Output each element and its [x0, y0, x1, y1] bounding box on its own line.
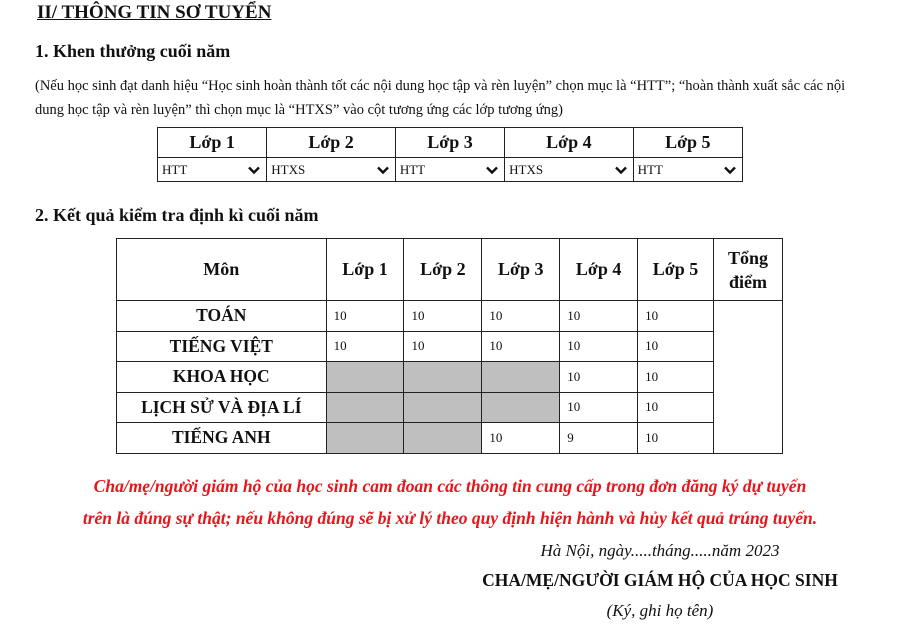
table-row [117, 301, 783, 332]
signature-title: CHA/MẸ/NGƯỜI GIÁM HỘ CỦA HỌC SINH [482, 570, 838, 590]
award-select-value: HTT [162, 161, 188, 177]
awards-instructions: (Nếu học sinh đạt danh hiệu “Học sinh hoàn thành tốt các nội dung học tập và rèn luyện” chọn mục là “HTT”; “hoàn thành xuất sắc các nội dung học tập và rèn luyện” thì chọn mục là “HTXS” vào cột tương ứng các lớp tương ứng) [35, 78, 846, 118]
disabled-cell [404, 362, 482, 393]
col-lop2: Lớp 2 [404, 239, 482, 301]
award-select-value: HTXS [271, 161, 306, 177]
awards-col-lop1: Lớp 1 [158, 128, 267, 158]
awards-cell-lop2 [267, 158, 396, 182]
awards-col-lop3: Lớp 3 [395, 128, 504, 158]
disabled-cell [326, 362, 404, 393]
disabled-cell [326, 392, 404, 423]
declaration-text [30, 470, 870, 534]
scores-table [116, 238, 783, 454]
score-input[interactable]: 10 [638, 362, 714, 393]
awards-cell-lop3 [395, 158, 504, 182]
award-select-lop5[interactable] [634, 158, 742, 181]
subject-cell: TIẾNG VIỆT [117, 331, 327, 362]
score-input[interactable]: 10 [638, 301, 714, 332]
disabled-cell [404, 423, 482, 454]
score-input[interactable]: 10 [638, 423, 714, 454]
declaration-line-1: Cha/mẹ/người giám hộ của học sinh cam đoan các thông tin cung cấp trong đơn đăng ký dự tuyển [93, 476, 807, 496]
disabled-cell [482, 362, 560, 393]
signature-note: (Ký, ghi họ tên) [606, 601, 714, 620]
subject-cell: LỊCH SỬ VÀ ĐỊA LÍ [117, 392, 327, 423]
awards-col-lop5: Lớp 5 [633, 128, 742, 158]
award-select-lop3[interactable] [396, 158, 504, 181]
disabled-cell [404, 392, 482, 423]
total-score-cell [713, 301, 782, 454]
score-input[interactable]: 10 [404, 331, 482, 362]
section-title: II/ THÔNG TIN SƠ TUYỂN [37, 2, 272, 23]
table-row [117, 423, 783, 454]
chevron-down-icon [723, 165, 737, 175]
score-input[interactable]: 10 [560, 392, 638, 423]
col-total: Tổng điểm [713, 239, 782, 301]
col-subject: Môn [117, 239, 327, 301]
score-input[interactable]: 9 [560, 423, 638, 454]
score-input[interactable]: 10 [560, 362, 638, 393]
awards-cell-lop1 [158, 158, 267, 182]
award-select-value: HTT [637, 161, 663, 177]
award-select-lop4[interactable] [505, 158, 633, 181]
awards-col-lop4: Lớp 4 [505, 128, 634, 158]
scores-header-row [117, 239, 783, 301]
disabled-cell [326, 423, 404, 454]
declaration-line-2: trên là đúng sự thật; nếu không đúng sẽ bị xử lý theo quy định hiện hành và hủy kết quả trúng tuyển. [82, 508, 818, 528]
awards-header-row [158, 128, 743, 158]
awards-cell-lop4 [505, 158, 634, 182]
col-lop4: Lớp 4 [560, 239, 638, 301]
col-lop3: Lớp 3 [482, 239, 560, 301]
scores-heading: 2. Kết quả kiểm tra định kì cuối năm [35, 205, 319, 225]
score-input[interactable]: 10 [482, 301, 560, 332]
score-input[interactable]: 10 [326, 301, 404, 332]
score-input[interactable]: 10 [482, 423, 560, 454]
awards-heading: 1. Khen thưởng cuối năm [35, 41, 231, 61]
table-row [117, 331, 783, 362]
signature-date: Hà Nội, ngày.....tháng.....năm 2023 [540, 541, 780, 560]
chevron-down-icon [247, 165, 261, 175]
awards-col-lop2: Lớp 2 [267, 128, 396, 158]
score-input[interactable]: 10 [638, 331, 714, 362]
awards-select-row [158, 158, 743, 182]
awards-cell-lop5 [633, 158, 742, 182]
col-lop1: Lớp 1 [326, 239, 404, 301]
score-input[interactable]: 10 [560, 331, 638, 362]
score-input[interactable]: 10 [326, 331, 404, 362]
disabled-cell [482, 392, 560, 423]
award-select-lop1[interactable] [158, 158, 266, 181]
score-input[interactable]: 10 [404, 301, 482, 332]
award-select-value: HTXS [509, 161, 544, 177]
chevron-down-icon [376, 165, 390, 175]
subject-cell: TOÁN [117, 301, 327, 332]
score-input[interactable]: 10 [560, 301, 638, 332]
score-input[interactable]: 10 [482, 331, 560, 362]
award-select-value: HTT [399, 161, 426, 177]
chevron-down-icon [614, 165, 628, 175]
subject-cell: KHOA HỌC [117, 362, 327, 393]
subject-cell: TIẾNG ANH [117, 423, 327, 454]
table-row [117, 392, 783, 423]
chevron-down-icon [485, 165, 499, 175]
award-select-lop2[interactable] [267, 158, 395, 181]
table-row [117, 362, 783, 393]
score-input[interactable]: 10 [638, 392, 714, 423]
col-lop5: Lớp 5 [638, 239, 714, 301]
awards-table [157, 127, 743, 182]
